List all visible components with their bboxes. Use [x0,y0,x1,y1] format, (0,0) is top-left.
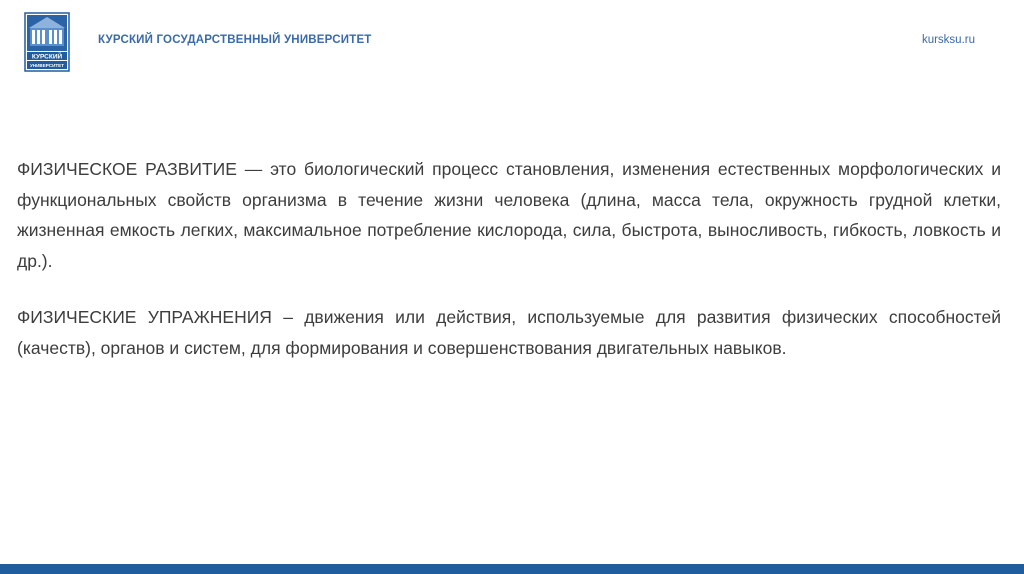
footer-bar [0,564,1024,574]
definition-physical-development: — это биологический процесс становления, изменения естественных морфологических и функциональных свойств организма в течение жизни человека (длина, масса тела, окружность грудной клетки, жизненная емкость легких, максимальное потребление кислорода, сила, быстрота, выносливость, гибкость, ловкость и др.). [17,159,1002,271]
term-physical-exercises: ФИЗИЧЕСКИЕ УПРАЖНЕНИЯ [17,307,272,327]
slide-header [0,0,1024,84]
definition-paragraph-physical-exercises [17,302,1001,363]
logo-text-line2: УНИВЕРСИТЕТ [29,63,65,68]
site-url: kursksu.ru [921,34,975,46]
definition-physical-exercises: – движения или действия, используемые для развития физических способностей (качеств), органов и систем, для формирования и совершенствования двигательных навыков. [17,307,1001,358]
logo-text-line1: КУРСКИЙ [31,53,63,61]
university-logo [24,12,70,72]
slide-content [17,154,1001,363]
term-physical-development: ФИЗИЧЕСКОЕ РАЗВИТИЕ [17,159,237,179]
definition-paragraph-physical-development [17,154,1001,276]
university-name: КУРСКИЙ ГОСУДАРСТВЕННЫЙ УНИВЕРСИТЕТ [98,34,372,46]
